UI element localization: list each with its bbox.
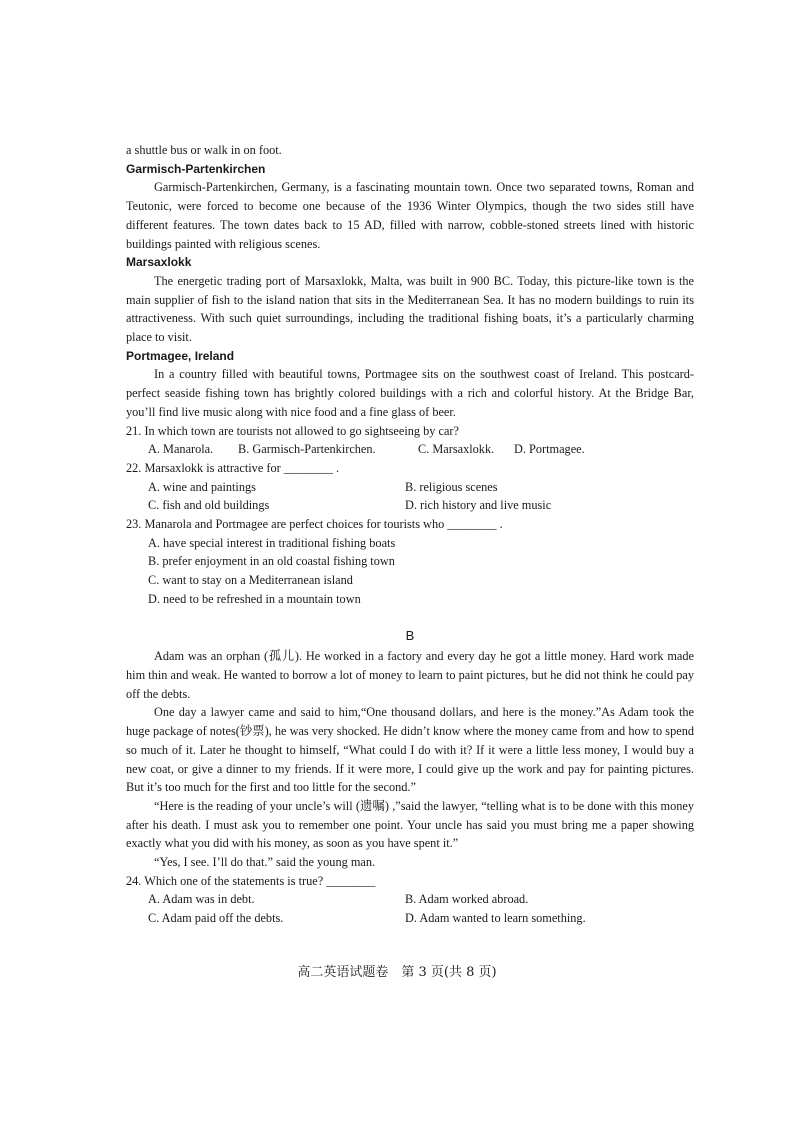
- question-22: [126, 459, 694, 515]
- town-marsaxlokk: [126, 253, 694, 347]
- question-24: [126, 872, 694, 928]
- town-paragraph: Garmisch-Partenkirchen, Germany, is a fascinating mountain town. Once two separated towns, Roman and Teutonic, were forced to become one because of the 1936 Winter Olympics, though the two sides still have different features. The town dates back to 15 AD, filled with narrow, cobble-stoned streets lined with historic buildings painted with religious scenes.: [126, 180, 694, 251]
- intro-tail: a shuttle bus or walk in on foot.: [126, 143, 282, 157]
- question-21: [126, 422, 694, 459]
- option-b: B. religious scenes: [405, 479, 498, 494]
- town-paragraph: The energetic trading port of Marsaxlokk, Malta, was built in 900 BC. Today, this picture-like town is the main supplier of fish to the island nation that sits in the Mediterranean Sea. It has no modern buildings to ruin its attractiveness. With such quiet surroundings, including the traditional fishing boats, it’s a particularly charming place to visit.: [126, 273, 694, 345]
- option-d: D. need to be refreshed in a mountain town: [148, 591, 361, 606]
- question-stem: 24. Which one of the statements is true? ________: [126, 873, 376, 888]
- town-garmisch: [126, 160, 694, 254]
- option-c: C. fish and old buildings: [148, 498, 270, 513]
- town-heading: Portmagee, Ireland: [126, 348, 235, 363]
- town-paragraph: In a country filled with beautiful towns, Portmagee sits on the southwest coast of Ireland. This postcard-perfect seaside fishing town has brightly colored buildings with a rich and colorful history. At the Bridge Bar, you’ll find live music along with nice food and a fine glass of beer.: [126, 367, 694, 419]
- option-a: A. Manarola.: [148, 442, 214, 457]
- option-c: C. Adam paid off the debts.: [148, 911, 284, 926]
- option-d: D. Portmagee.: [514, 442, 585, 457]
- story-paragraph: One day a lawyer came and said to him,“One thousand dollars, and here is the money.”As Adam took the huge package of notes(钞票), he was very shocked. He didn’t know where the money came from and how to spend so much of it. Later he thought to himself, “What could I do with it? If it were a little less money, I would buy a new coat, or give a dinner to my friends. If it were more, I could give up the work and pay for painting pictures. But it’s too much for the first and too little for the second.”: [126, 705, 694, 795]
- town-heading: Garmisch-Partenkirchen: [126, 161, 266, 176]
- option-d: D. rich history and live music: [405, 498, 552, 513]
- story-paragraph: “Here is the reading of your uncle’s will (遗嘱) ,”said the lawyer, “telling what is to be done with this money after his death. I must ask you to remember one point. Your uncle has said you must bring me a paper showing exactly what you did with his money, as soon as you have spent it.”: [126, 798, 694, 851]
- option-b: B. prefer enjoyment in an old coastal fishing town: [148, 554, 395, 569]
- town-portmagee: [126, 347, 694, 422]
- page-footer: 高二英语试题卷 第 3 页(共 8 页): [297, 965, 497, 980]
- question-23: [126, 515, 694, 609]
- town-heading: Marsaxlokk: [126, 255, 192, 270]
- story-paragraph: “Yes, I see. I’ll do that.” said the young man.: [154, 855, 376, 870]
- option-b: B. Adam worked abroad.: [405, 892, 529, 907]
- page-content: [126, 141, 694, 928]
- question-stem: 21. In which town are tourists not allowed to go sightseeing by car?: [126, 423, 459, 438]
- option-c: C. Marsaxlokk.: [418, 442, 495, 457]
- section-heading: B: [405, 627, 415, 643]
- option-a: A. Adam was in debt.: [148, 892, 255, 907]
- story-paragraph: Adam was an orphan (孤儿). He worked in a factory and every day he got a little money. Hard work made him thin and weak. He wanted to borrow a lot of money to learn to paint pictures, but he did not think he could pay off the debts.: [126, 649, 694, 701]
- option-a: A. have special interest in traditional fishing boats: [148, 535, 396, 550]
- question-stem: 22. Marsaxlokk is attractive for ________ .: [126, 460, 340, 475]
- option-b: B. Garmisch-Partenkirchen.: [238, 442, 376, 457]
- question-stem: 23. Manarola and Portmagee are perfect choices for tourists who ________ .: [126, 517, 503, 532]
- option-a: A. wine and paintings: [148, 479, 256, 494]
- option-c: C. want to stay on a Mediterranean island: [148, 573, 353, 588]
- option-d: D. Adam wanted to learn something.: [405, 911, 586, 926]
